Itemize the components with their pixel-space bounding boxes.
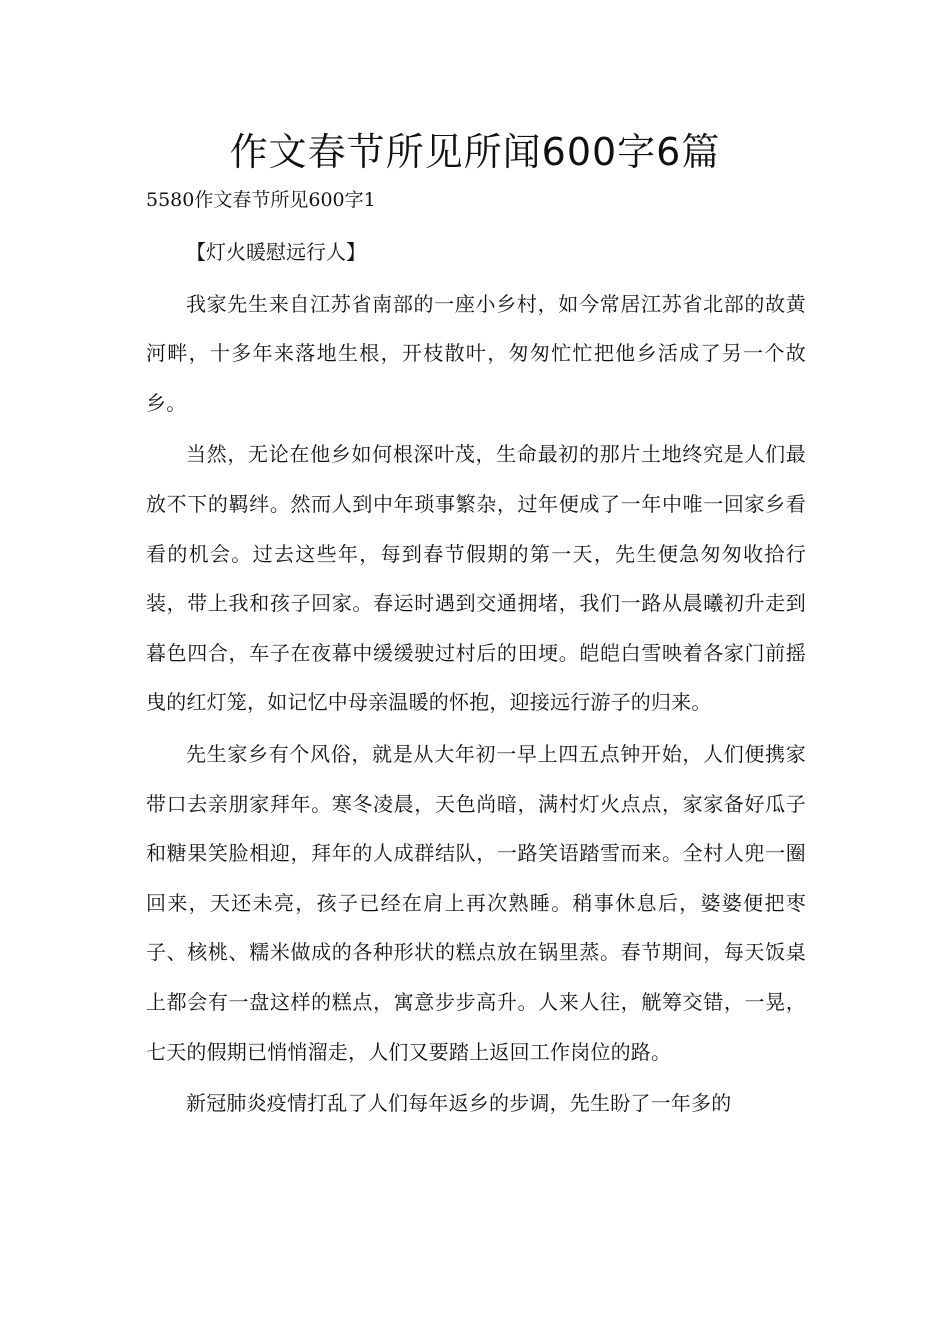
paragraph-3: 先生家乡有个风俗，就是从大年初一早上四五点钟开始，人们便携家带口去亲朋家拜年。寒冬凌晨，天色尚暗，满村灯火点点，家家备好瓜子和糖果笑脸相迎，拜年的人成群结队，一路笑语踏雪而来。全村人兜一圈回来，天还未亮，孩子已经在肩上再次熟睡。稍事休息后，婆婆便把枣子、核桃、糯米做成的各种形状的糕点放在锅里蒸。春节期间，每天饭桌上都会有一盘这样的糕点，寓意步步高升。人来人往，觥筹交错，一晃，七天的假期已悄悄溜走，人们又要踏上返回工作岗位的路。	[146, 741, 806, 1064]
paragraph-4: 新冠肺炎疫情打乱了人们每年返乡的步调，先生盼了一年多的	[186, 1091, 732, 1116]
paragraph-2: 当然，无论在他乡如何根深叶茂，生命最初的那片土地终究是人们最放不下的羁绊。然而人到中年琐事繁杂，过年便成了一年中唯一回家乡看看的机会。过去这些年，每到春节假期的第一天，先生便急匆匆收拾行装，带上我和孩子回家。春运时遇到交通拥堵，我们一路从晨曦初升走到暮色四合，车子在夜幕中缓缓驶过村后的田埂。皑皑白雪映着各家门前摇曳的红灯笼，如记忆中母亲温暖的怀抱，迎接远行游子的归来。	[146, 442, 806, 715]
document-title: 作文春节所见所闻600字6篇	[229, 130, 721, 174]
document-subtitle: 5580作文春节所见600字1	[146, 189, 376, 211]
paragraph-1: 我家先生来自江苏省南部的一座小乡村，如今常居江苏省北部的故黄河畔，十多年来落地生根，开枝散叶，匆匆忙忙把他乡活成了另一个故乡。	[146, 291, 806, 415]
document-body	[146, 228, 806, 1131]
section-heading: 【灯火暖慰远行人】	[186, 240, 366, 264]
